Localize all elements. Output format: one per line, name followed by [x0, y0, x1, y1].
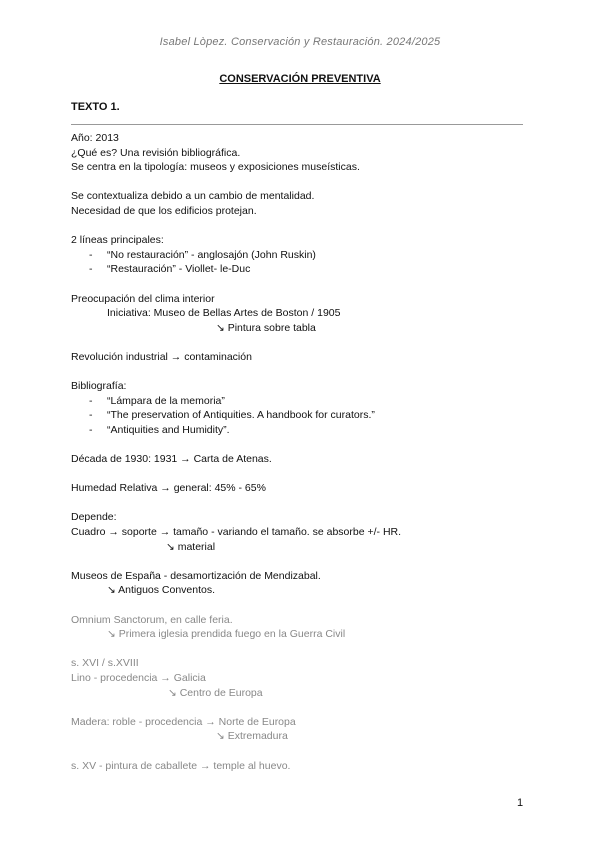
text-line: Omnium Sanctorum, en calle feria.	[71, 613, 233, 626]
blank-line	[71, 437, 526, 452]
horizontal-rule	[71, 124, 523, 125]
list-item-text: “No restauración” - anglosajón (John Ruskin)	[107, 248, 316, 261]
text-line: s. XVI / s.XVIII	[71, 657, 139, 670]
list-item-text: “Lámpara de la memoria”	[107, 394, 225, 407]
text-line: Madera: roble - procedencia → Norte de Europa	[71, 715, 296, 728]
text-line: 2 líneas principales:	[71, 234, 164, 247]
text-line: Década de 1930: 1931 → Carta de Atenas.	[71, 453, 272, 466]
arrow-note: ↘ Pintura sobre tabla	[216, 321, 316, 334]
list-item	[71, 408, 526, 423]
text-line: ¿Qué es? Una revisión bibliográfica.	[71, 146, 241, 159]
bullet-dash: -	[89, 263, 93, 276]
text-line: Preocupación del clima interior	[71, 292, 215, 305]
arrow-note: ↘ Extremadura	[216, 730, 288, 743]
text-line-indented: Iniciativa: Museo de Bellas Artes de Boston / 1905	[107, 307, 341, 320]
list-item-text: “The preservation of Antiquities. A handbook for curators.”	[107, 409, 375, 422]
bullet-dash: -	[89, 248, 93, 261]
arrow-note: ↘ Primera iglesia prendida fuego en la Guerra Civil	[107, 628, 346, 641]
blank-line	[71, 467, 526, 482]
page-number: 1	[517, 797, 524, 809]
blank-line	[71, 554, 526, 569]
list-item	[71, 248, 526, 263]
blank-line	[71, 219, 526, 234]
bullet-dash: -	[89, 423, 93, 436]
blank-line	[71, 642, 526, 657]
blank-line	[71, 335, 526, 350]
arrow-note: ↘ material	[166, 540, 216, 553]
blank-line	[71, 277, 526, 292]
arrow-note: ↘ Antiguos Conventos.	[107, 584, 216, 597]
text-line: Revolución industrial → contaminación	[71, 350, 252, 363]
blank-line	[71, 496, 526, 511]
blank-line	[71, 175, 526, 190]
blank-line	[71, 744, 526, 759]
bullet-dash: -	[89, 409, 93, 422]
text-line: Necesidad de que los edificios protejan.	[71, 204, 257, 217]
section-heading: TEXTO 1.	[71, 101, 120, 113]
text-line: Se contextualiza debido a un cambio de mentalidad.	[71, 190, 315, 203]
running-header: Isabel Lòpez. Conservación y Restauración. 2024/2025	[159, 36, 441, 48]
list-item-text: “Antiquities and Humidity”.	[107, 423, 230, 436]
list-item-text: “Restauración” - Viollet- le-Duc	[107, 263, 251, 276]
document-body	[71, 131, 526, 773]
blank-line	[71, 700, 526, 715]
text-line: s. XV - pintura de caballete → temple al huevo.	[71, 759, 291, 772]
blank-line	[71, 598, 526, 613]
text-line: Lino - procedencia → Galicia	[71, 671, 206, 684]
text-line: Cuadro → soporte → tamaño - variando el tamaño. se absorbe +/- HR.	[71, 526, 402, 539]
text-line: Depende:	[71, 511, 117, 524]
text-line: Se centra en la tipología: museos y exposiciones museísticas.	[71, 161, 360, 174]
arrow-note: ↘ Centro de Europa	[168, 686, 263, 699]
text-line: Bibliografía:	[71, 380, 127, 393]
text-line: Humedad Relativa → general: 45% - 65%	[71, 482, 266, 495]
text-line: Año: 2013	[71, 132, 119, 144]
list-item	[71, 423, 526, 438]
bullet-dash: -	[89, 394, 93, 407]
text-line: Museos de España - desamortización de Mendizabal.	[71, 569, 321, 582]
blank-line	[71, 365, 526, 380]
list-item	[71, 394, 526, 409]
list-item	[71, 262, 526, 277]
document-title: CONSERVACIÓN PREVENTIVA	[219, 73, 381, 85]
